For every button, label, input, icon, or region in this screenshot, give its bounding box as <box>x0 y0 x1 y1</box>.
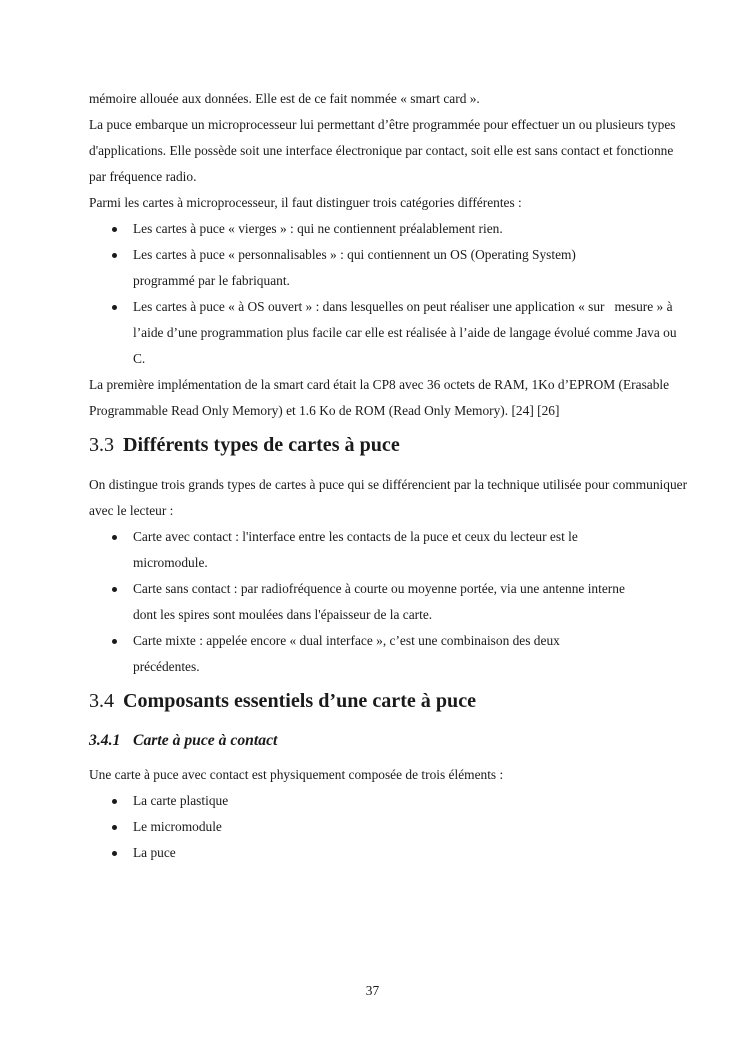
list-item <box>89 576 649 628</box>
list-item-text: Carte mixte : appelée encore « dual interface », c’est une combinaison des deux précédentes. <box>133 633 560 674</box>
list-item <box>89 788 689 814</box>
bullet-icon <box>112 639 117 644</box>
bullet-icon <box>112 799 117 804</box>
bullet-icon <box>112 535 117 540</box>
section-number: 3.4.1 <box>89 732 121 749</box>
list-item-text: Carte avec contact : l'interface entre les contacts de la puce et ceux du lecteur est le micromodule. <box>133 529 578 570</box>
list-item-text: La carte plastique <box>133 793 229 808</box>
list-item-text: Le micromodule <box>133 819 222 834</box>
categories-list <box>89 216 680 372</box>
list-item <box>89 840 689 866</box>
section-heading-3-4 <box>89 688 689 714</box>
paragraph-line: mémoire allouée aux données. Elle est de ce fait nommée « smart card ». <box>89 91 480 106</box>
list-item <box>89 216 649 242</box>
list-item <box>89 524 649 576</box>
paragraph-types-intro: On distingue trois grands types de cartes à puce qui se différencient par la technique utilisée pour communiquer avec le lecteur : <box>89 477 688 518</box>
bullet-icon <box>112 587 117 592</box>
section-title: Composants essentiels d’une carte à puce <box>123 690 477 712</box>
bullet-icon <box>112 305 117 310</box>
page-number: 37 <box>365 983 380 998</box>
bullet-icon <box>112 253 117 258</box>
paragraph-microprocessor: La puce embarque un microprocesseur lui permettant d’être programmée pour effectuer un ou plusieurs types d'applications. Elle possède soit une interface électronique par contact, soit elle est sans contact et fonctionne par fréquence radio. <box>89 117 676 184</box>
paragraph-implementation: La première implémentation de la smart card était la CP8 avec 36 octets de RAM, 1Ko d’EPROM (Erasable Programmable Read Only Memory) et 1.6 Ko de ROM (Read Only Memory). [24] [26] <box>89 377 670 418</box>
section-title: Carte à puce à contact <box>133 732 278 749</box>
list-item-text: Les cartes à puce « personnalisables » : qui contiennent un OS (Operating System) programmé par le fabriquant. <box>133 247 576 288</box>
list-item-text: Les cartes à puce « à OS ouvert » : dans lesquelles on peut réaliser une application « sur mesure » à l’aide d’une programmation plus facile car elle est réalisée à l’aide de langage évolué comme Java ou C. <box>133 299 680 366</box>
section-number: 3.4 <box>89 690 115 712</box>
list-item-text: La puce <box>133 845 176 860</box>
section-heading-3-3 <box>89 432 689 458</box>
list-item <box>89 294 693 372</box>
types-list <box>89 524 649 680</box>
list-item <box>89 242 649 294</box>
document-page <box>89 86 689 866</box>
bullet-icon <box>112 227 117 232</box>
section-number: 3.3 <box>89 434 115 456</box>
bullet-icon <box>112 851 117 856</box>
list-item <box>89 814 689 840</box>
section-title: Différents types de cartes à puce <box>123 434 400 456</box>
list-item-text: Les cartes à puce « vierges » : qui ne contiennent préalablement rien. <box>133 221 503 236</box>
list-item-text: Carte sans contact : par radiofréquence à courte ou moyenne portée, via une antenne interne dont les spires sont moulées dans l'épaisseur de la carte. <box>133 581 625 622</box>
bullet-icon <box>112 825 117 830</box>
list-item <box>89 628 649 680</box>
components-list <box>89 788 689 866</box>
paragraph-categories-intro: Parmi les cartes à microprocesseur, il faut distinguer trois catégories différentes : <box>89 195 522 210</box>
paragraph-components-intro: Une carte à puce avec contact est physiquement composée de trois éléments : <box>89 767 504 782</box>
section-heading-3-4-1 <box>89 728 689 754</box>
